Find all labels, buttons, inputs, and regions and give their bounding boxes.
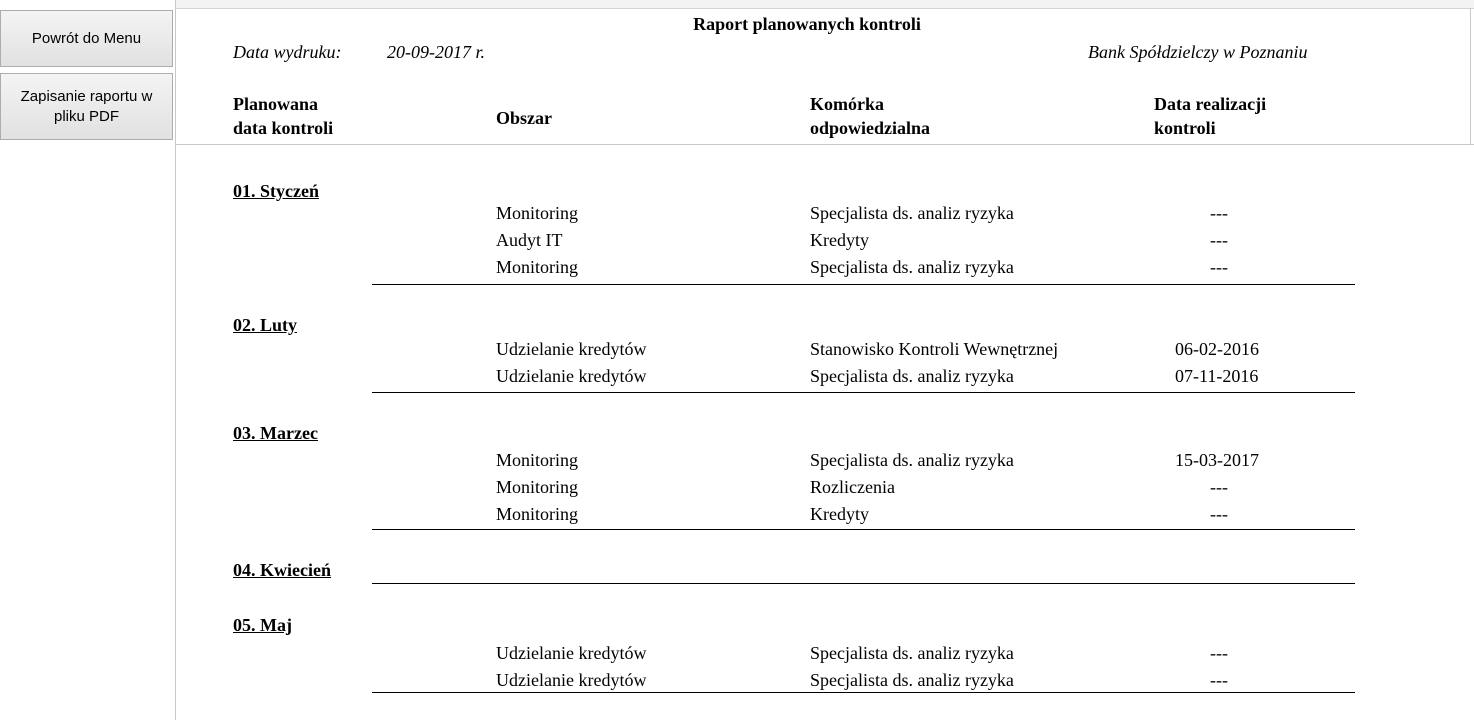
group-divider [372,392,1355,393]
top-border [0,0,1474,9]
row-date: --- [1210,477,1228,497]
row-date: --- [1210,670,1228,690]
header-planned-date-1: Planowana [233,94,319,114]
month-heading: 05. Maj [233,615,292,635]
month-heading: 01. Styczeń [233,181,319,201]
bank-name: Bank Spółdzielczy w Poznaniu [1088,42,1308,62]
row-area: Udzielanie kredytów [496,339,647,359]
row-unit: Specjalista ds. analiz ryzyka [810,643,1014,663]
group-divider [372,529,1355,530]
row-area: Udzielanie kredytów [496,643,647,663]
row-unit: Rozliczenia [810,477,895,497]
row-date: --- [1210,504,1228,524]
print-date-value: 20-09-2017 r. [387,42,485,62]
header-realization-2: kontroli [1154,118,1216,138]
report-title: Raport planowanych kontroli [693,14,921,34]
header-separator [175,144,1474,145]
header-unit-2: odpowiedzialna [810,118,931,138]
row-unit: Stanowisko Kontroli Wewnętrznej [810,339,1059,359]
group-divider [372,284,1355,285]
back-to-menu-button[interactable]: Powrót do Menu [0,10,173,67]
row-date: 07-11-2016 [1175,366,1259,386]
header-realization-1: Data realizacji [1154,94,1267,114]
row-date: --- [1210,230,1228,250]
row-unit: Specjalista ds. analiz ryzyka [810,366,1014,386]
month-heading: 03. Marzec [233,423,318,443]
row-area: Audyt IT [496,230,563,250]
row-date: 06-02-2016 [1175,339,1259,359]
row-area: Monitoring [496,504,579,524]
sidebar [0,0,176,720]
row-date: --- [1210,643,1228,663]
row-area: Monitoring [496,450,579,470]
group-divider [372,692,1355,693]
row-area: Udzielanie kredytów [496,670,647,690]
row-unit: Kredyty [810,504,869,524]
row-date: 15-03-2017 [1175,450,1259,470]
row-unit: Kredyty [810,230,869,250]
row-unit: Specjalista ds. analiz ryzyka [810,257,1014,277]
row-area: Monitoring [496,203,579,223]
header-unit-1: Komórka [810,94,884,114]
row-unit: Specjalista ds. analiz ryzyka [810,203,1014,223]
row-unit: Specjalista ds. analiz ryzyka [810,450,1014,470]
group-divider [372,583,1355,584]
header-planned-date-2: data kontroli [233,118,334,138]
save-pdf-button[interactable]: Zapisanie raportu w pliku PDF [0,73,173,140]
header-area: Obszar [496,108,552,128]
row-date: --- [1210,203,1228,223]
print-date-label: Data wydruku: [233,42,342,62]
month-heading: 04. Kwiecień [233,560,331,580]
row-date: --- [1210,257,1228,277]
row-area: Monitoring [496,477,579,497]
row-unit: Specjalista ds. analiz ryzyka [810,670,1014,690]
row-area: Udzielanie kredytów [496,366,647,386]
row-area: Monitoring [496,257,579,277]
month-heading: 02. Luty [233,315,298,335]
